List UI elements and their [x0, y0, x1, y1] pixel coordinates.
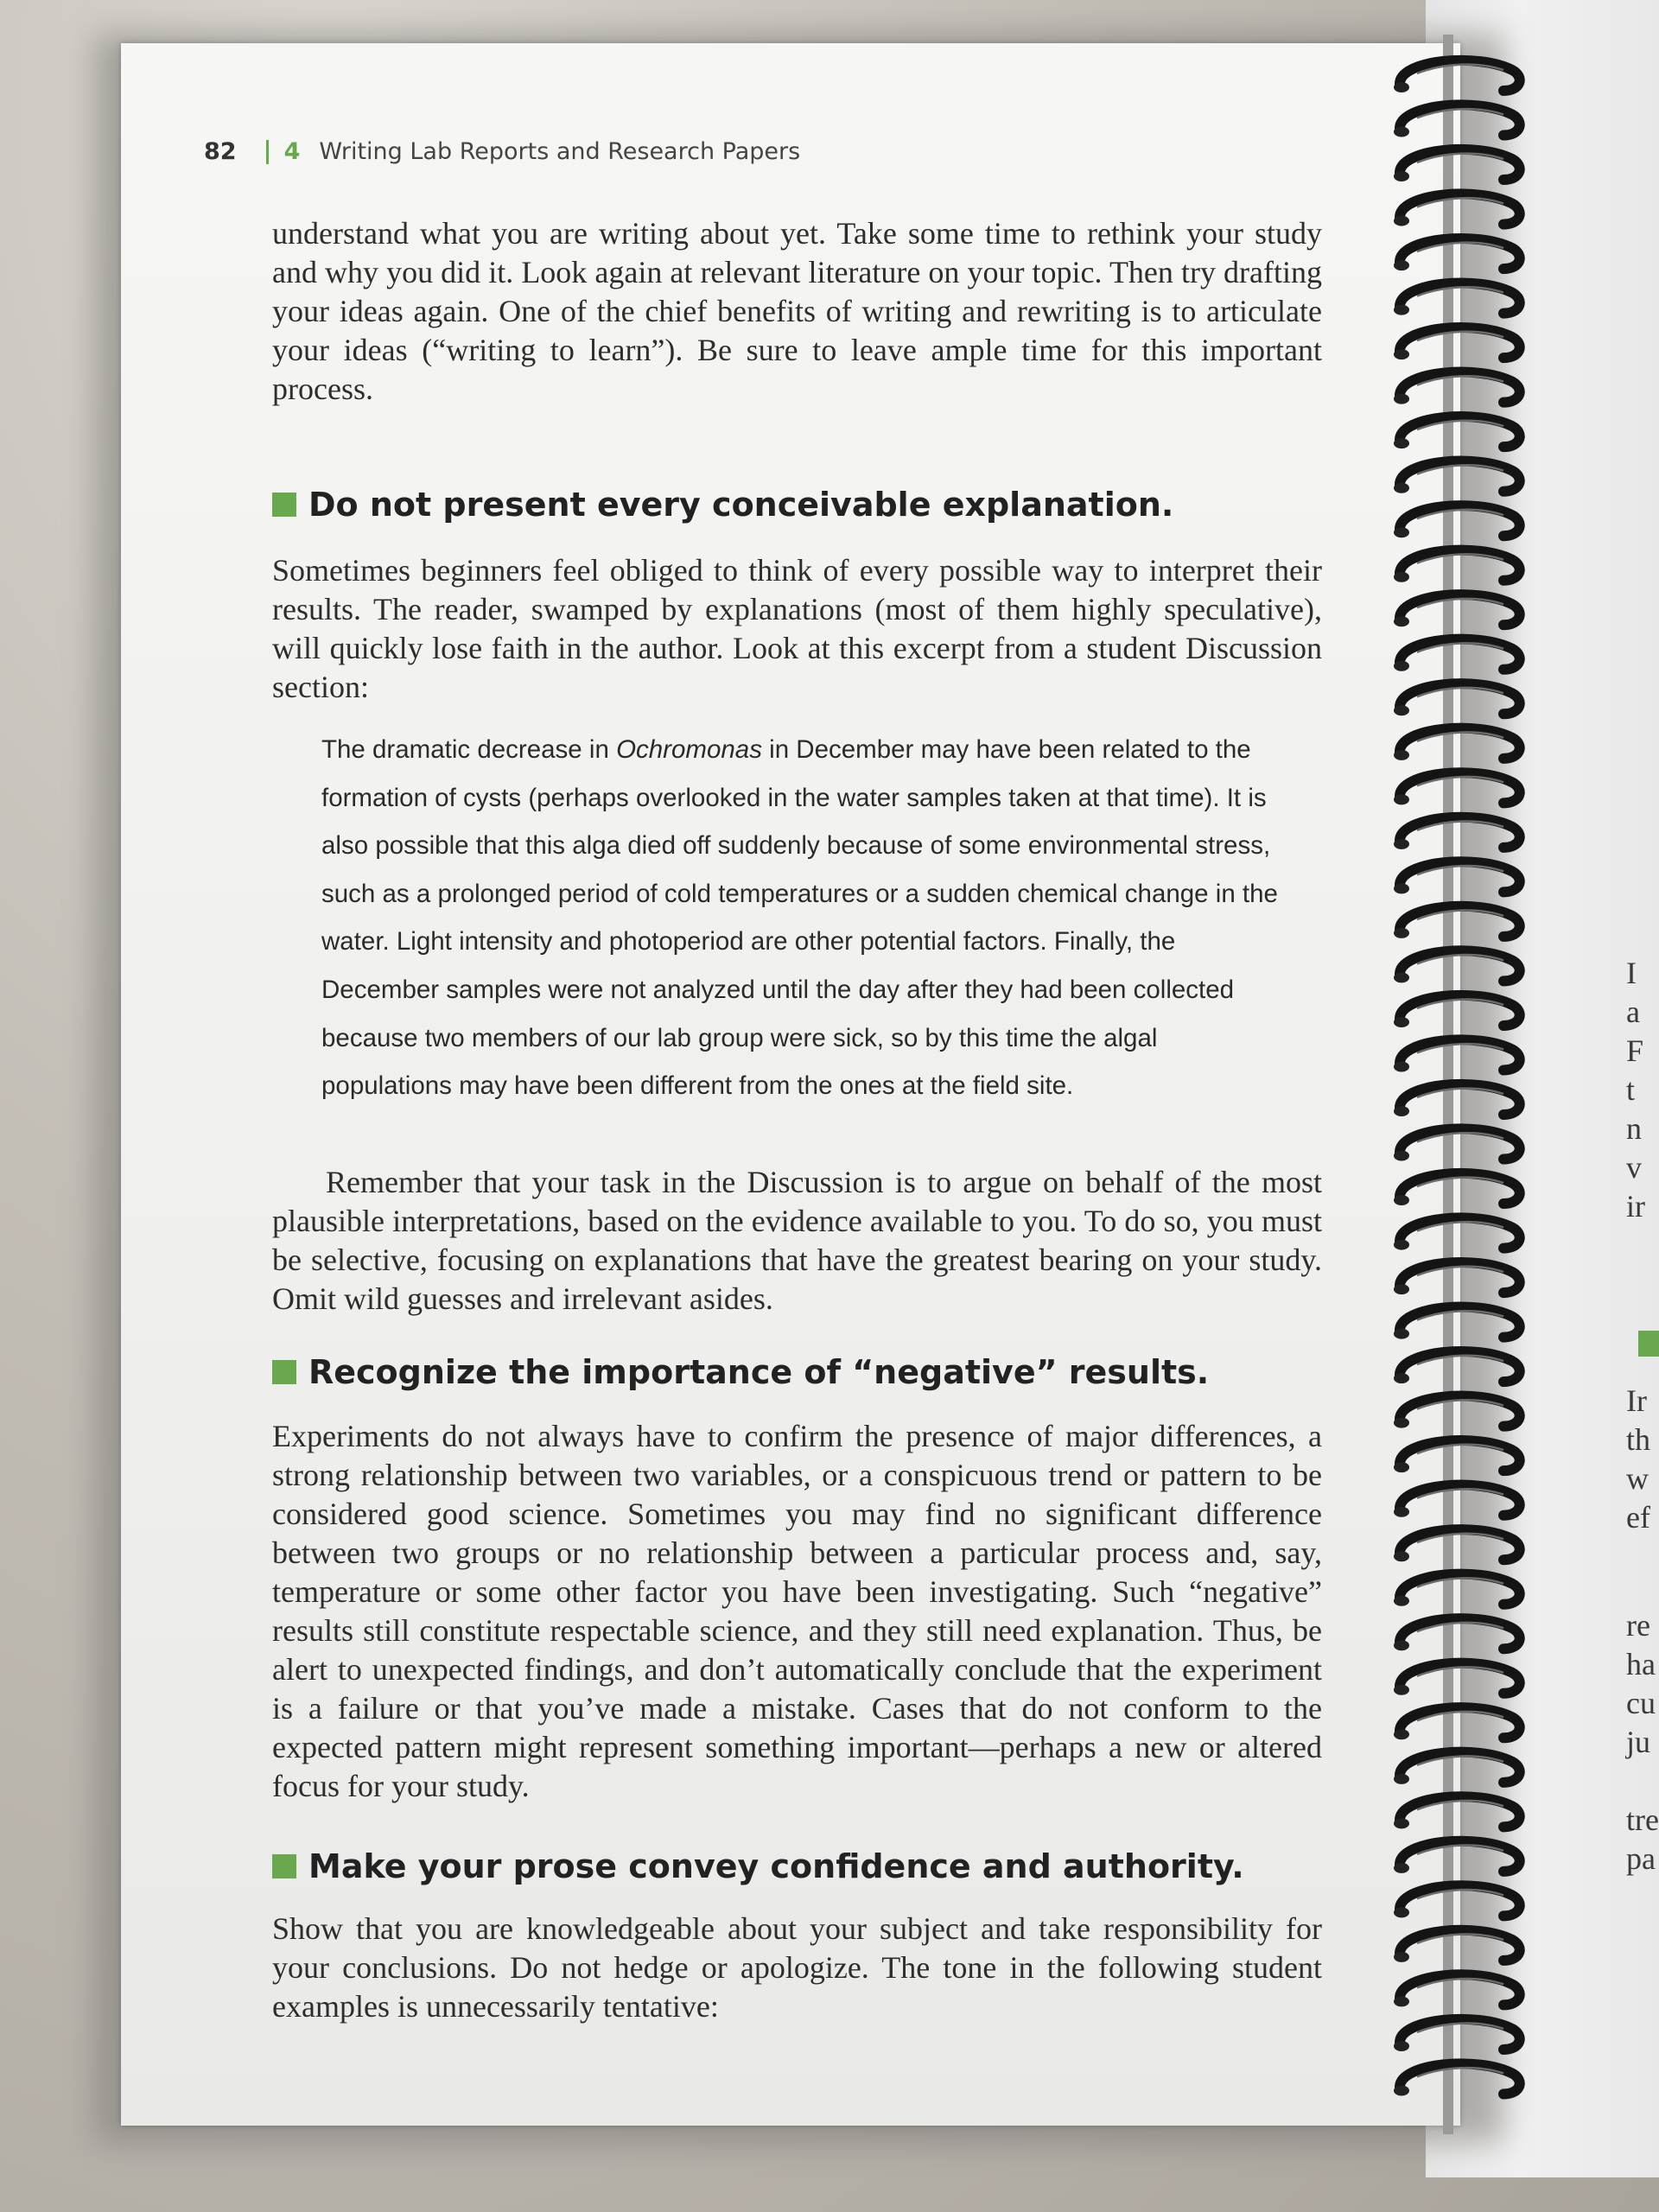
section-heading [272, 1847, 1326, 1885]
binding-ring [1394, 550, 1520, 582]
page-number: 82 [204, 138, 237, 165]
binding-ring [1394, 1128, 1520, 1160]
facing-fragment: ir [1626, 1189, 1645, 1224]
section1-paragraph1-text: Sometimes beginners feel obliged to think of every possible way to interpret their results. The reader, swamped by explanations (most of them highly speculative), will quickly lose faith in the author. Look at this excerpt from a student Discussion section: [272, 553, 1322, 704]
binding-ring [1394, 372, 1520, 404]
binding-ring [1394, 1529, 1520, 1561]
section2-paragraph [272, 1417, 1322, 1806]
binding-ring [1394, 861, 1520, 893]
intro-paragraph-text: understand what you are writing about yet. Take some time to rethink your study and why you did it. Look again at relevant literature on your topic. Then try drafting your ideas again. One of the chief benefits of writing and rewriting is to articulate your ideas (“writing to learn”). Be sure to leave ample time for this important process. [272, 216, 1322, 406]
facing-fragment: tre [1626, 1802, 1659, 1837]
facing-fragment: ju [1626, 1725, 1651, 1759]
binding-ring [1394, 1574, 1520, 1606]
binding-ring [1394, 194, 1520, 226]
heading-marker-icon [272, 1360, 296, 1384]
binding-ring [1394, 1752, 1520, 1784]
binding-ring [1394, 2063, 1520, 2095]
binding-ring [1394, 149, 1520, 181]
facing-heading-marker [1638, 1331, 1659, 1357]
excerpt-species-name: Ochromonas [616, 735, 762, 764]
binding-ring [1394, 1974, 1520, 2006]
binding-ring [1394, 1796, 1520, 1828]
facing-fragment: t [1626, 1072, 1636, 1107]
binding-ring [1394, 1351, 1520, 1383]
facing-fragment: ef [1626, 1500, 1650, 1535]
binding-ring [1394, 1084, 1520, 1116]
facing-fragment: Ir [1626, 1383, 1647, 1418]
binding-ring [1394, 1485, 1520, 1517]
facing-fragment: w [1626, 1461, 1649, 1496]
binding-ring [1394, 594, 1520, 626]
chapter-title: Writing Lab Reports and Research Papers [319, 138, 801, 165]
binding-ring [1394, 283, 1520, 315]
binding-ring [1394, 505, 1520, 537]
intro-paragraph [272, 214, 1322, 409]
heading-marker-icon [272, 493, 296, 517]
section-heading [272, 1353, 1326, 1391]
binding-ring [1394, 1663, 1520, 1695]
running-head [204, 138, 800, 165]
binding-ring [1394, 105, 1520, 137]
binding-ring [1394, 1039, 1520, 1071]
facing-fragment: pa [1626, 1841, 1656, 1876]
binding-ring [1394, 1440, 1520, 1472]
binding-ring [1394, 461, 1520, 493]
spiral-binding [1382, 35, 1581, 2134]
binding-ring [1394, 817, 1520, 849]
binding-ring [1394, 2019, 1520, 2051]
binding-ring [1394, 1306, 1520, 1338]
binding-ring [1394, 1618, 1520, 1650]
facing-fragment: F [1626, 1033, 1644, 1068]
section-heading [272, 486, 1326, 524]
facing-fragment: ha [1626, 1647, 1656, 1681]
facing-fragment: re [1626, 1608, 1650, 1643]
book-page [121, 43, 1460, 2126]
binding-ring [1394, 1173, 1520, 1205]
binding-ring [1394, 1707, 1520, 1739]
binding-ring [1394, 1930, 1520, 1962]
facing-fragment: v [1626, 1150, 1642, 1185]
student-excerpt [321, 726, 1289, 1110]
binding-ring [1394, 60, 1520, 92]
binding-ring [1394, 1841, 1520, 1873]
binding-ring [1394, 950, 1520, 982]
binding-ring [1394, 1396, 1520, 1428]
binding-ring [1394, 416, 1520, 448]
heading-marker-icon [272, 1854, 296, 1878]
excerpt-text-rest: in December may have been related to the formation of cysts (perhaps overlooked in the water samples taken at that time). It is also possible that this alga died off suddenly because of some environmental stress, such as a prolonged period of cold temperatures or a sudden chemical change in the water. Light intensity and photoperiod are other potential factors. Finally, the December samples were not analyzed until the day after they had been collected because two members of our lab group were sick, so by this time the algal populations may have been different from the ones at the field site. [321, 735, 1278, 1101]
section1-paragraph2 [272, 1163, 1322, 1319]
section-heading-text: Do not present every conceivable explanation. [308, 486, 1174, 524]
section3-paragraph-text: Show that you are knowledgeable about your subject and take responsibility for your conclusions. Do not hedge or apologize. The tone in the following student examples is unnecessarily tentative: [272, 1911, 1322, 2024]
chapter-number: 4 [283, 138, 301, 165]
binding-ring [1394, 906, 1520, 938]
student-excerpt-text [321, 726, 1289, 1110]
facing-fragment: n [1626, 1111, 1642, 1146]
excerpt-text-start: The dramatic decrease in [321, 735, 617, 764]
binding-ring [1394, 728, 1520, 760]
binding-ring [1394, 639, 1520, 671]
section-heading-text: Recognize the importance of “negative” results. [308, 1353, 1210, 1391]
binding-ring [1394, 1885, 1520, 1917]
binding-ring [1394, 238, 1520, 270]
binding-ring [1394, 772, 1520, 804]
section1-paragraph2-text: Remember that your task in the Discussion is to argue on behalf of the most plausible interpretations, based on the evidence available to you. To do so, you must be selective, focusing on explanations that have the greatest bearing on your study. Omit wild guesses and irrelevant asides. [272, 1165, 1322, 1316]
binding-ring [1394, 327, 1520, 359]
facing-fragment: th [1626, 1422, 1651, 1457]
binding-ring [1394, 683, 1520, 715]
section3-paragraph [272, 1910, 1322, 2026]
binding-ring [1394, 1262, 1520, 1294]
facing-fragment: cu [1626, 1686, 1656, 1720]
binding-ring [1394, 995, 1520, 1027]
section1-paragraph1 [272, 551, 1322, 707]
running-head-divider [266, 140, 269, 164]
section-heading-text: Make your prose convey confidence and authority. [308, 1847, 1244, 1885]
section2-paragraph-text: Experiments do not always have to confirm the presence of major differences, a strong relationship between two variables, or a conspicuous trend or pattern to be considered good science. Sometimes you may find no significant difference between two groups or no relationship between a particular process and, say, temperature or some other factor you have been investigating. Such “negative” results still constitute respectable science, and they still need explanation. Thus, be alert to unexpected findings, and don’t automatically conclude that the experiment is a failure or that you’ve made a mistake. Cases that do not conform to the expected pattern might represent something important—perhaps a new or altered focus for your study. [272, 1419, 1322, 1803]
facing-fragment: a [1626, 995, 1640, 1029]
binding-ring [1394, 1217, 1520, 1249]
facing-fragment: I [1626, 956, 1637, 990]
